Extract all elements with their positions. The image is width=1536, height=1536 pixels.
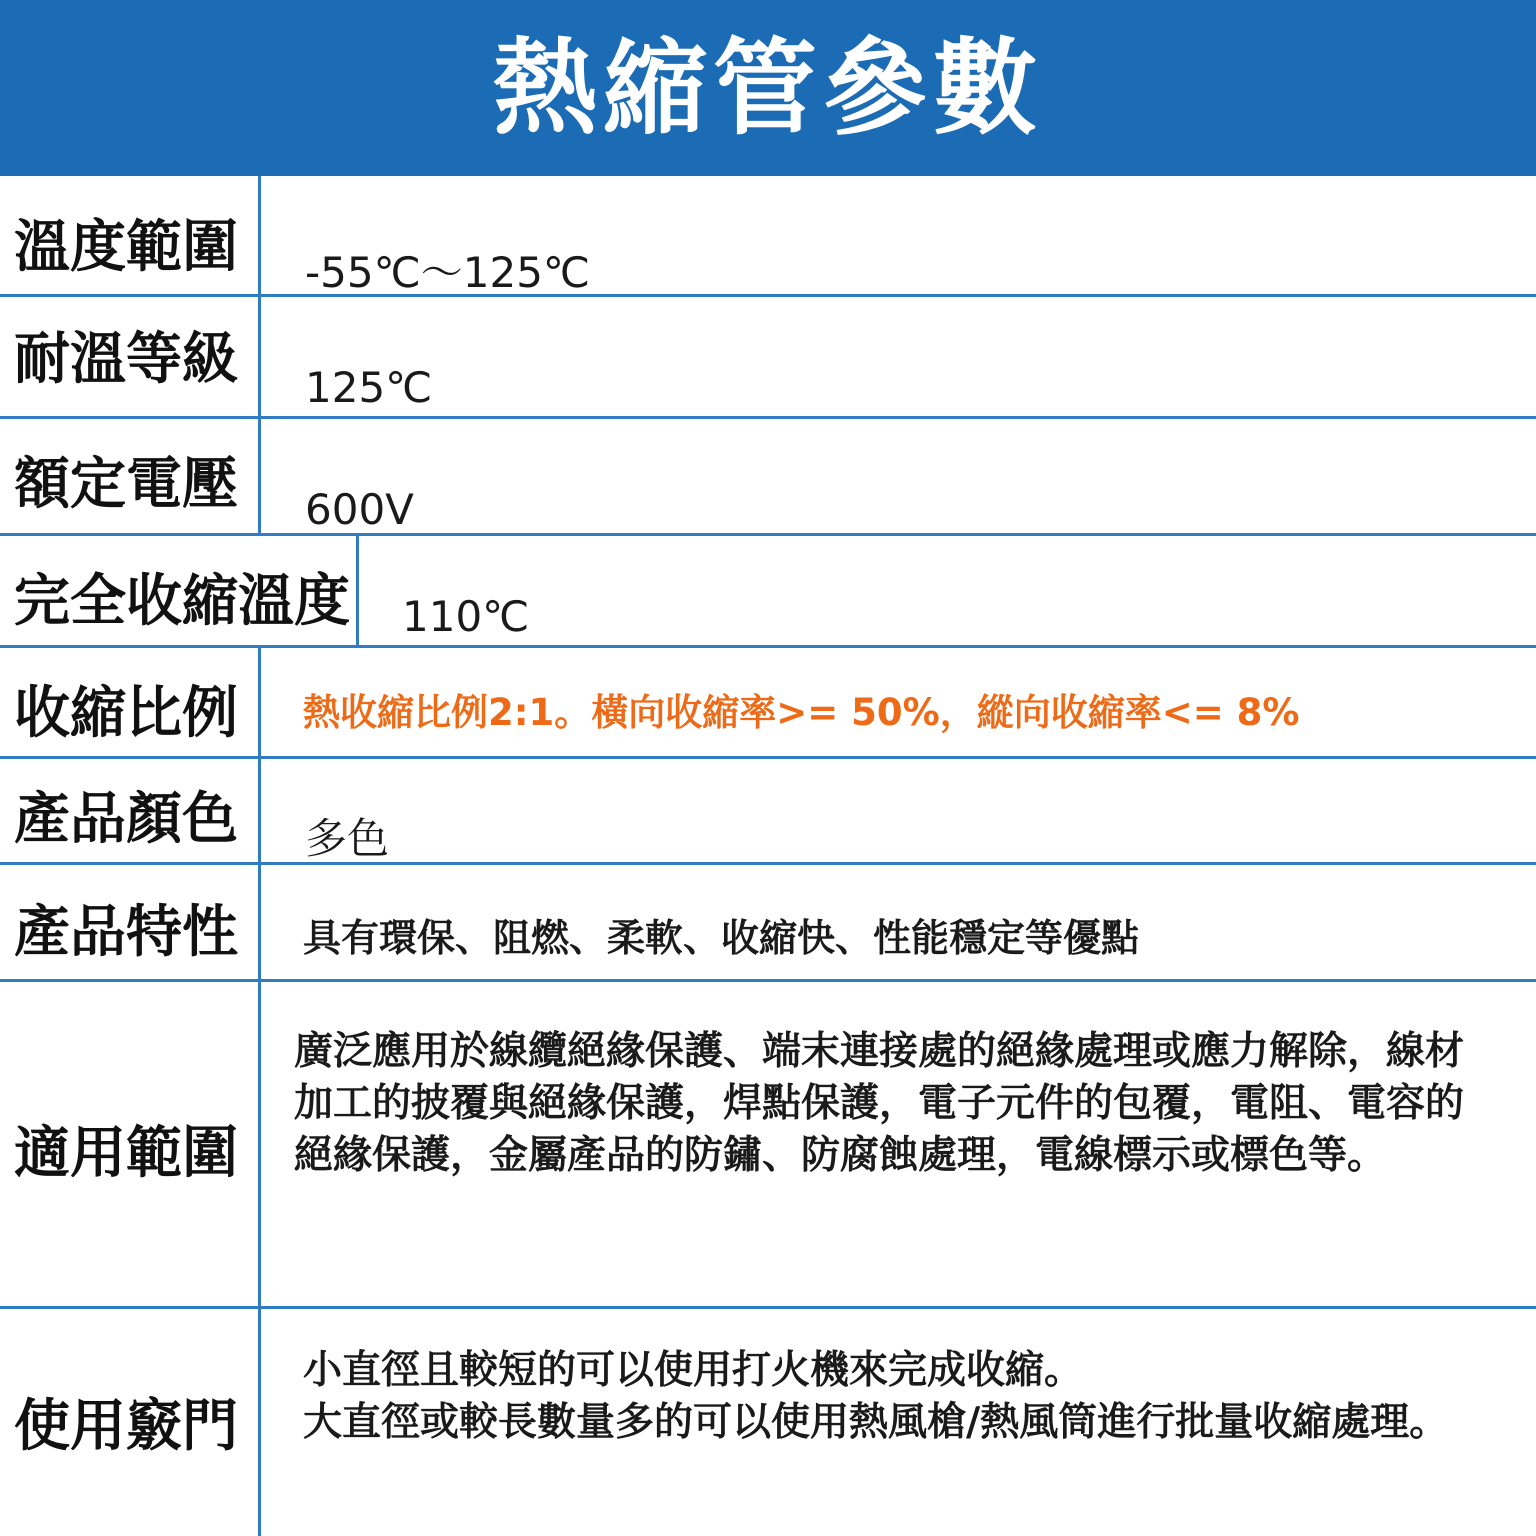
- usage-tip-line: 大直徑或較長數量多的可以使用熱風槍/熱風筒進行批量收縮處理。: [303, 1400, 1449, 1445]
- row-label: 溫度範圍: [14, 215, 238, 280]
- spec-row-full-shrink-temperature: [0, 536, 1536, 648]
- spec-row-applications: [0, 982, 1536, 1309]
- spec-row-usage-tips: [0, 1309, 1536, 1536]
- row-value: 110℃: [402, 592, 530, 641]
- row-label: 產品特性: [14, 900, 238, 965]
- row-label: 額定電壓: [14, 452, 238, 517]
- column-divider: [258, 865, 261, 979]
- row-value: 廣泛應用於線纜絕緣保護、端末連接處的絕緣處理或應力解除，線材加工的披覆與絕緣保護，焊點保護，電子元件的包覆，電阻、電容的絕緣保護，金屬產品的防鏽、防腐蝕處理，電線標示或標色等。: [294, 1029, 1465, 1178]
- usage-tip-line: 小直徑且較短的可以使用打火機來完成收縮。: [303, 1348, 1084, 1393]
- spec-row-rated-voltage: [0, 419, 1536, 536]
- column-divider: [258, 1309, 261, 1536]
- page-header: [0, 0, 1536, 176]
- row-value: 熱收縮比例2:1。橫向收縮率>= 50%，縱向收縮率<= 8%: [303, 691, 1300, 734]
- row-label: 收縮比例: [14, 681, 238, 746]
- column-divider: [258, 759, 261, 862]
- column-divider: [258, 297, 261, 416]
- column-divider: [258, 648, 261, 756]
- row-value: [303, 1345, 1508, 1449]
- column-divider: [356, 536, 359, 645]
- row-label: 產品顏色: [14, 787, 238, 852]
- row-value: 多色: [305, 814, 390, 863]
- column-divider: [258, 176, 261, 294]
- spec-row-shrink-ratio: [0, 648, 1536, 759]
- row-label: 適用範圍: [14, 1121, 238, 1186]
- column-divider: [258, 419, 261, 533]
- row-value: 600V: [305, 485, 414, 534]
- row-label: 使用竅門: [14, 1394, 238, 1459]
- column-divider: [258, 982, 261, 1306]
- row-label: 完全收縮溫度: [14, 569, 350, 634]
- row-value: -55℃～125℃: [305, 248, 591, 297]
- spec-row-product-features: [0, 865, 1536, 982]
- row-label: 耐溫等級: [14, 327, 238, 392]
- spec-row-temperature-rating: [0, 297, 1536, 419]
- spec-row-temperature-range: [0, 176, 1536, 297]
- spec-table: [0, 176, 1536, 1536]
- row-value: 具有環保、阻燃、柔軟、收縮快、性能穩定等優點: [303, 916, 1140, 960]
- spec-row-product-color: [0, 759, 1536, 865]
- page-title: 熱縮管參數: [492, 27, 1043, 149]
- row-value: 125℃: [305, 363, 433, 412]
